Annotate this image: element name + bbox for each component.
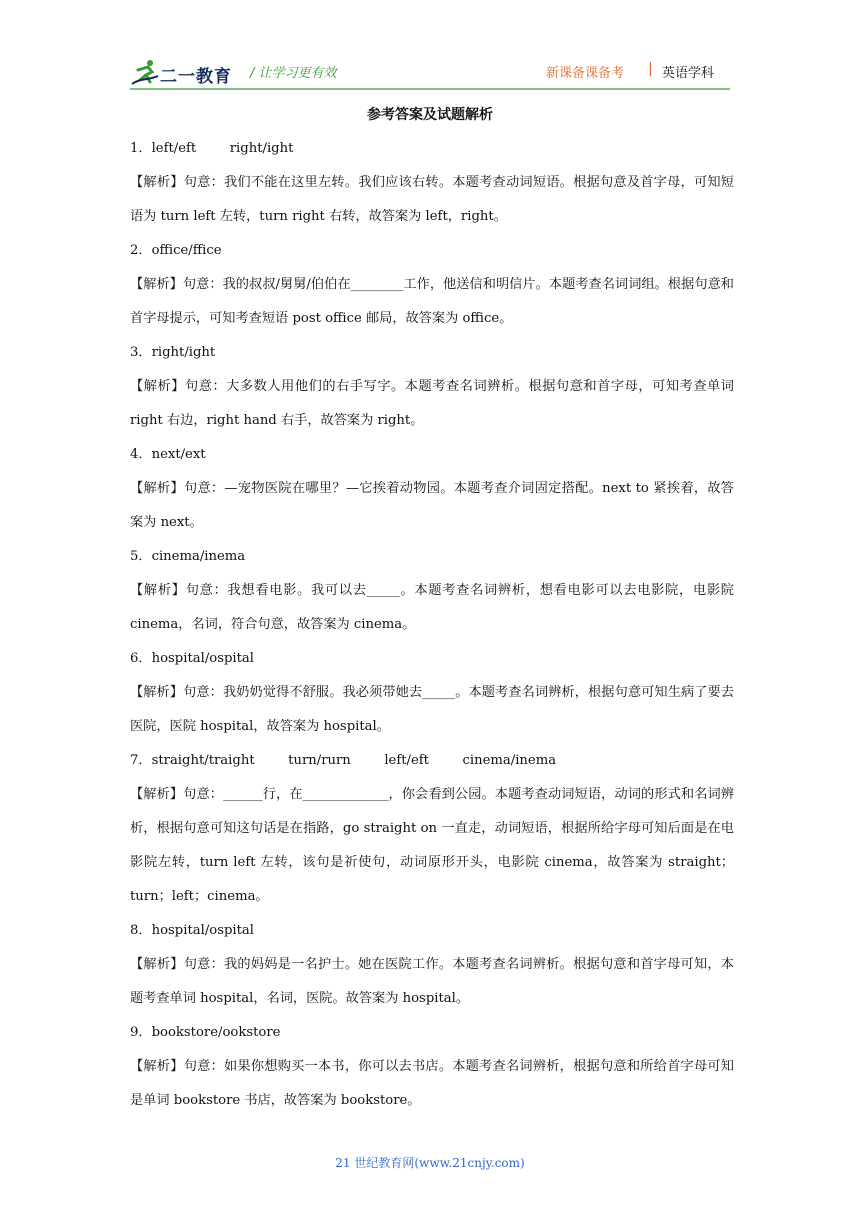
explanation-text: 【解析】句意：如果你想购买一本书，你可以去书店。本题考查名词辨析，根据句意和所给首字母可知是单词 bookstore 书店，故答案为 bookstore。 <box>130 1059 734 1108</box>
answer-item <box>130 540 734 642</box>
explanation-text: 【解析】句意：我的叔叔/舅舅/伯伯在________工作，他送信和明信片。本题考查名词词组。根据句意和首字母提示，可知考查短语 post office 邮局，故答案为 office。 <box>130 277 734 326</box>
answer-item <box>130 744 734 914</box>
answer-line: 8．hospital/ospital <box>130 923 255 938</box>
slogan: / 让学习更有效 <box>250 66 337 81</box>
explanation-text: 【解析】句意：我想看电影。我可以去_____。本题考查名词辨析，想看电影可以去电影院，电影院 cinema，名词，符合句意，故答案为 cinema。 <box>130 583 734 632</box>
answer-line: 2．office/ffice <box>130 243 222 258</box>
explanation-text: 【解析】句意：—宠物医院在哪里？—它挨着动物园。本题考查介词固定搭配。next to 紧挨着，故答案为 next。 <box>130 481 734 530</box>
page-footer[interactable]: 21 世纪教育网(www.21cnjy.com) <box>335 1156 525 1170</box>
answer-item <box>130 642 734 744</box>
header-divider <box>130 88 730 90</box>
explanation-text: 【解析】句意：______行，在_____________，你会看到公园。本题考查动词短语，动词的形式和名词辨析，根据句意可知这句话是在指路，go straight on 一直走，动词短语，根据所给字母可知后面是在电影院左转，turn left 左转，该句是祈使句，动词原形开头，电影院 cinema，故答案为 straight；turn；left；cinema。 <box>130 787 734 904</box>
answer-line: 4．next/ext <box>130 447 206 462</box>
header-tag-course: 新课备课备考 <box>546 66 625 81</box>
answer-line: 1．left/eft right/ight <box>130 141 294 156</box>
page-title: 参考答案及试题解析 <box>367 107 493 123</box>
answer-line: 9．bookstore/ookstore <box>130 1025 281 1040</box>
answer-item <box>130 914 734 1016</box>
answer-item <box>130 132 734 234</box>
logo <box>130 58 240 88</box>
explanation-text: 【解析】句意：我奶奶觉得不舒服。我必须带她去_____。本题考查名词辨析，根据句意可知生病了要去医院，医院 hospital，故答案为 hospital。 <box>130 685 734 734</box>
header-tag-subject: 英语学科 <box>662 66 715 81</box>
answer-item <box>130 1016 734 1118</box>
answer-line: 6．hospital/ospital <box>130 651 255 666</box>
answer-item <box>130 438 734 540</box>
runner-logo-icon <box>130 58 160 88</box>
explanation-text: 【解析】句意：大多数人用他们的右手写字。本题考查名词辨析。根据句意和首字母，可知考查单词 right 右边，right hand 右手，故答案为 right。 <box>130 379 734 428</box>
logo-text: 二一教育 <box>160 67 232 87</box>
explanation-text: 【解析】句意：我的妈妈是一名护士。她在医院工作。本题考查名词辨析。根据句意和首字母可知，本题考查单词 hospital，名词，医院。故答案为 hospital。 <box>130 957 734 1006</box>
answer-line: 5．cinema/inema <box>130 549 246 564</box>
answer-list <box>130 132 734 1118</box>
header-separator: | <box>648 61 653 77</box>
answer-item <box>130 336 734 438</box>
answer-line: 7．straight/traight turn/rurn left/eft cinema/inema <box>130 753 557 768</box>
answer-line: 3．right/ight <box>130 345 216 360</box>
page-header <box>130 58 730 90</box>
explanation-text: 【解析】句意：我们不能在这里左转。我们应该右转。本题考查动词短语。根据句意及首字母，可知短语为 turn left 左转，turn right 右转，故答案为 left，right。 <box>130 175 734 224</box>
answer-item <box>130 234 734 336</box>
